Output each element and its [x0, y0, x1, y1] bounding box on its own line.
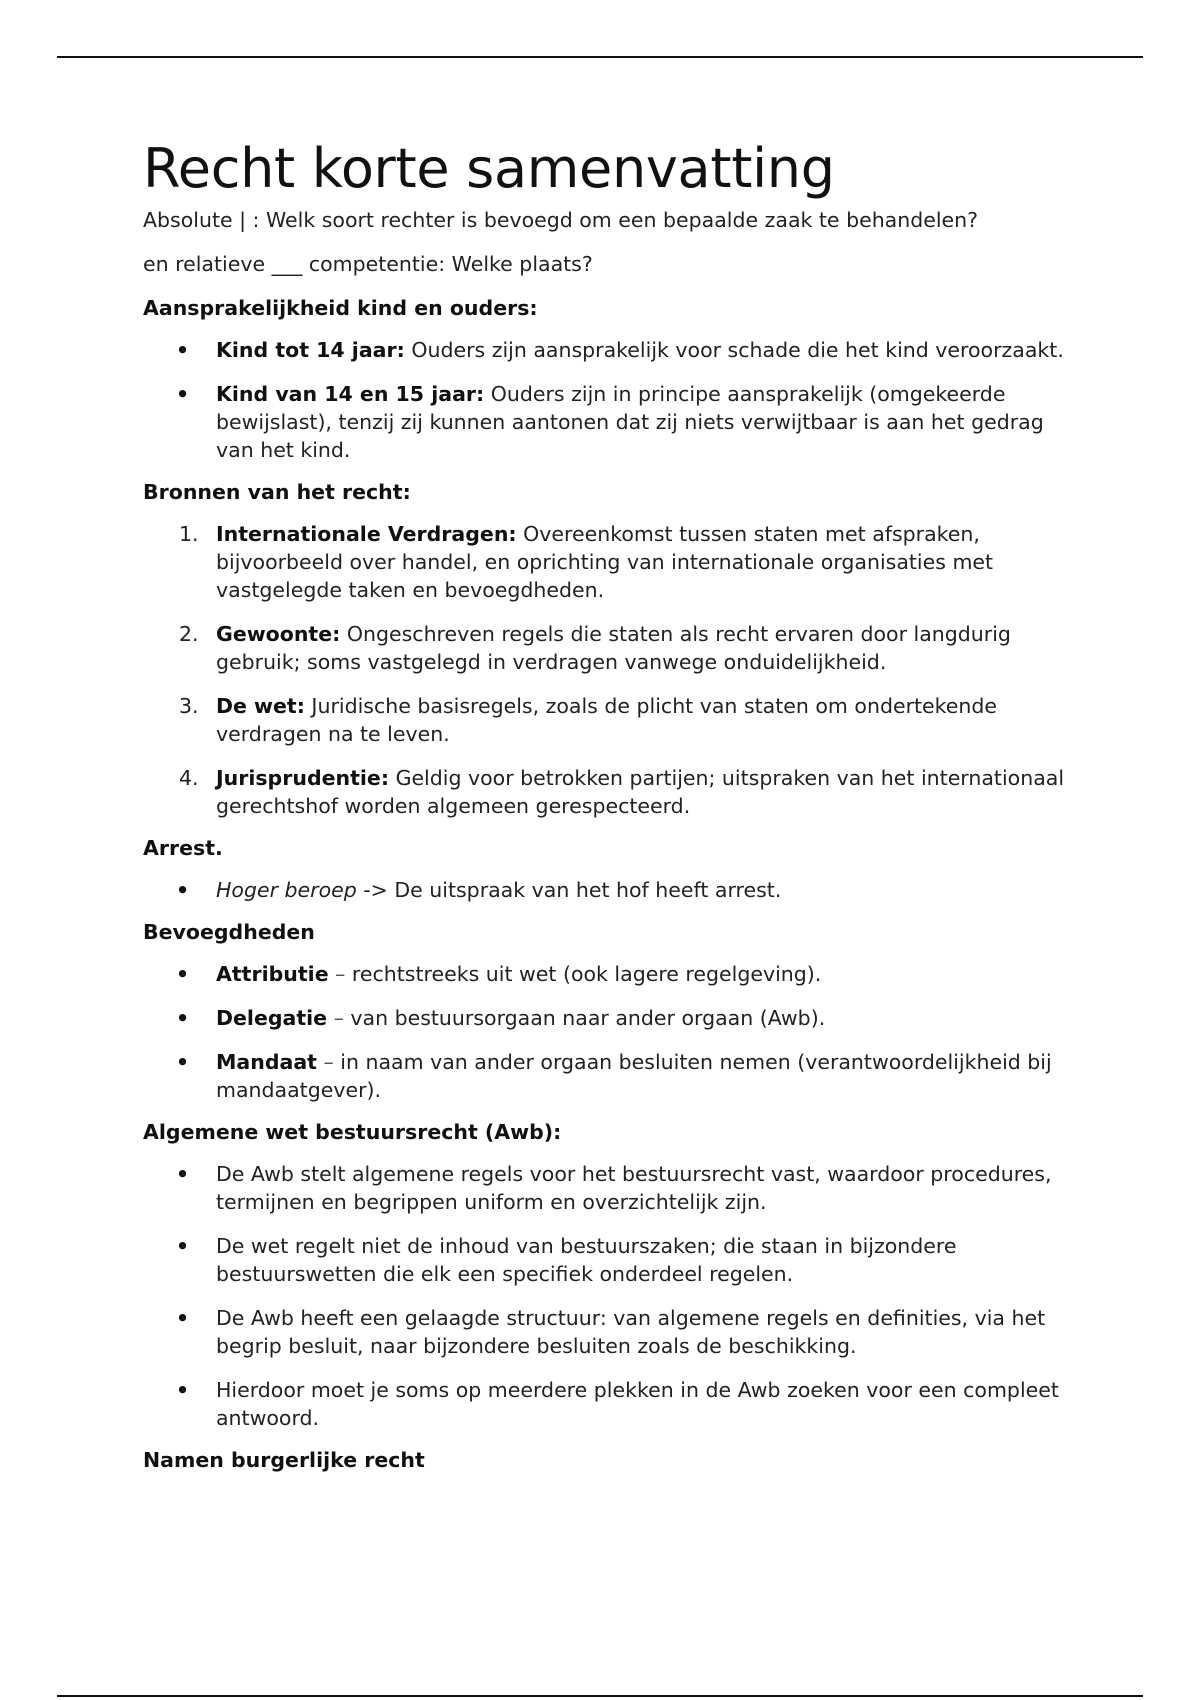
item-text: Ongeschreven regels die staten als recht ervaren door langdurig gebruik; soms vastgelegd in verdragen vanwege onduidelijkheid. [216, 622, 1011, 674]
section-heading-burgerlijk-recht: Namen burgerlijke recht [143, 1448, 425, 1472]
item-number: 4. [179, 766, 199, 790]
bottom-rule [57, 1695, 1143, 1697]
document-body [143, 136, 1073, 1488]
bullet-icon: • [176, 962, 190, 986]
item-text: Geldig voor betrokken partijen; uitspraken van het internationaal gerechtshof worden algemeen gerespecteerd. [216, 766, 1065, 818]
item-number: 3. [179, 694, 199, 718]
section-heading-bronnen: Bronnen van het recht: [143, 480, 411, 504]
bullet-icon: • [176, 1050, 190, 1074]
item-term: Mandaat [216, 1050, 317, 1074]
list-awb [143, 1160, 1073, 1432]
bullet-icon: • [176, 878, 190, 902]
list-arrest [143, 876, 1073, 904]
bullet-icon: • [176, 1234, 190, 1258]
list-item [143, 336, 1073, 364]
list-bevoegdheden [143, 960, 1073, 1104]
bullet-icon: • [176, 382, 190, 406]
bullet-icon: • [176, 338, 190, 362]
list-item [143, 620, 1073, 676]
item-dash: – [328, 962, 352, 986]
item-text: De Awb stelt algemene regels voor het bestuursrecht vast, waardoor procedures, termijnen en begrippen uniform en overzichtelijk zijn. [216, 1162, 1052, 1214]
list-item [143, 380, 1073, 464]
item-term: Delegatie [216, 1006, 328, 1030]
item-term: De wet: [216, 694, 305, 718]
item-text: Ouders zijn in principe aansprakelijk (omgekeerde bewijslast), tenzij zij kunnen aantonen dat zij niets verwijtbaar is aan het gedrag van het kind. [216, 382, 1044, 462]
list-item [143, 1004, 1073, 1032]
item-number: 2. [179, 622, 199, 646]
page-title: Recht korte samenvatting [143, 137, 835, 200]
item-text: -> De uitspraak van het hof heeft arrest. [356, 878, 782, 902]
item-term: Kind van 14 en 15 jaar: [216, 382, 485, 406]
item-text: Ouders zijn aansprakelijk voor schade die het kind veroorzaakt. [404, 338, 1064, 362]
item-term: Gewoonte: [216, 622, 341, 646]
item-dash: – [316, 1050, 341, 1074]
section-heading-bevoegdheden: Bevoegdheden [143, 920, 315, 944]
section-heading-awb: Algemene wet bestuursrecht (Awb): [143, 1120, 562, 1144]
item-text: De Awb heeft een gelaagde structuur: van algemene regels en definities, via het begrip besluit, naar bijzondere besluiten zoals de beschikking. [216, 1306, 1046, 1358]
intro-line-absolute: Absolute | : Welk soort rechter is bevoegd om een bepaalde zaak te behandelen? [143, 208, 979, 232]
bullet-icon: • [176, 1306, 190, 1330]
list-item [143, 764, 1073, 820]
list-item [143, 1048, 1073, 1104]
list-item [143, 1304, 1073, 1360]
item-term: Kind tot 14 jaar: [216, 338, 405, 362]
item-text: Hierdoor moet je soms op meerdere plekken in de Awb zoeken voor een compleet antwoord. [216, 1378, 1059, 1430]
list-item [143, 1232, 1073, 1288]
list-item [143, 876, 1073, 904]
list-item [143, 1160, 1073, 1216]
bullet-icon: • [176, 1162, 190, 1186]
item-text: Juridische basisregels, zoals de plicht van staten om ondertekende verdragen na te leven. [216, 694, 998, 746]
item-term: Attributie [216, 962, 329, 986]
item-text: rechtstreeks uit wet (ook lagere regelgeving). [351, 962, 822, 986]
item-text: De wet regelt niet de inhoud van bestuurszaken; die staan in bijzondere bestuurswetten die elk een specifiek onderdeel regelen. [216, 1234, 957, 1286]
item-number: 1. [179, 522, 199, 546]
bullet-icon: • [176, 1378, 190, 1402]
item-dash: – [327, 1006, 351, 1030]
list-item [143, 692, 1073, 748]
item-italic: Hoger beroep [216, 878, 357, 902]
list-aansprakelijkheid [143, 336, 1073, 464]
item-text: Overeenkomst tussen staten met afspraken, bijvoorbeeld over handel, en oprichting van internationale organisaties met vastgelegde taken en bevoegdheden. [216, 522, 994, 602]
intro-line-relative: en relatieve ___ competentie: Welke plaats? [143, 252, 593, 276]
list-bronnen [143, 520, 1073, 820]
list-item [143, 520, 1073, 604]
section-heading-aansprakelijkheid: Aansprakelijkheid kind en ouders: [143, 296, 538, 320]
list-item [143, 960, 1073, 988]
item-term: Internationale Verdragen: [216, 522, 517, 546]
section-heading-arrest: Arrest. [143, 836, 223, 860]
item-text: van bestuursorgaan naar ander orgaan (Awb). [350, 1006, 826, 1030]
item-text: in naam van ander orgaan besluiten nemen (verantwoordelijkheid bij mandaatgever). [216, 1050, 1052, 1102]
item-term: Jurisprudentie: [216, 766, 390, 790]
list-item [143, 1376, 1073, 1432]
bullet-icon: • [176, 1006, 190, 1030]
top-rule [57, 56, 1143, 58]
